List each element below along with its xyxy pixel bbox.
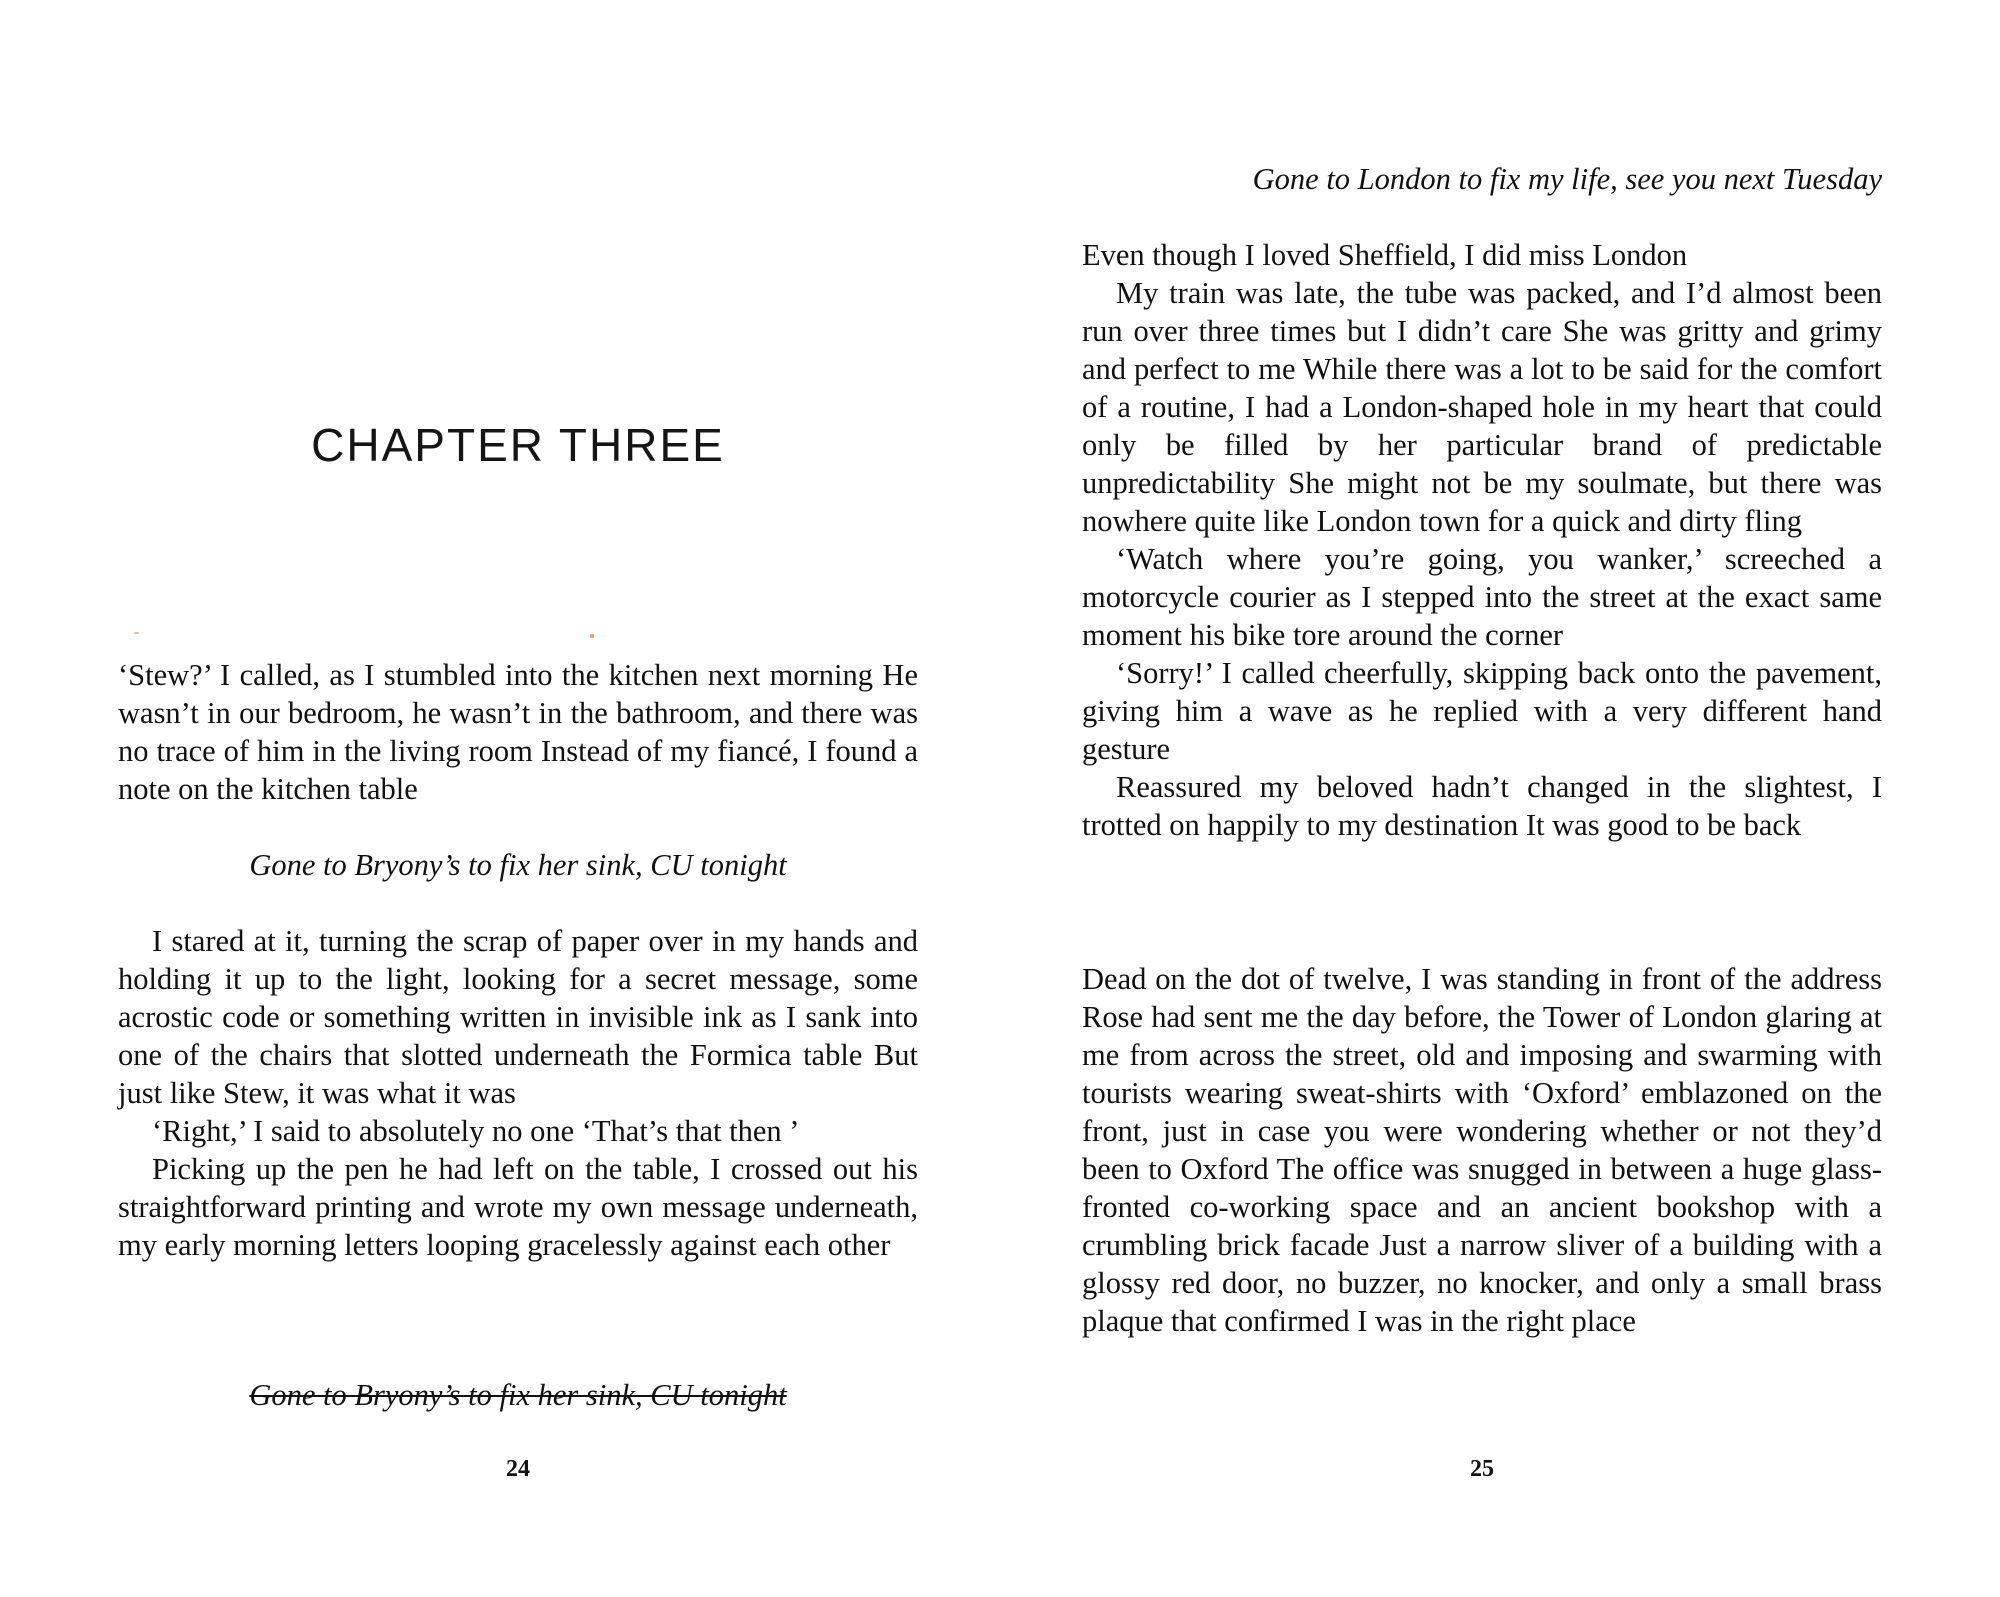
note-original: Gone to Bryony’s to fix her sink, CU tonight [249,848,787,882]
note-reply: Gone to London to fix my life, see you next Tuesday [1252,162,1882,196]
paragraph-right: ‘Right,’ I said to absolutely no one ‘That’s that then ’ [152,1114,800,1148]
note-crossed-out: Gone to Bryony’s to fix her sink, CU tonight [249,1378,787,1412]
paragraph-courier: ‘Watch where you’re going, you wanker,’ screeched a motorcycle courier as I stepped into the street at the exact same moment his bike tore around the corner [1082,542,1882,652]
left-page [118,0,918,1597]
paragraph-miss-london: Even though I loved Sheffield, I did miss London [1082,238,1688,272]
paragraph-opening: ‘Stew?’ I called, as I stumbled into the kitchen next morning He wasn’t in our bedroom, he wasn’t in the bathroom, and there was no trace of him in the living room Instead of my fiancé, I found a note on the kitchen table [118,658,918,806]
right-text-bottom [1082,960,1882,1340]
paragraph-picking-up-pen: Picking up the pen he had left on the table, I crossed out his straightforward printing and wrote my own message underneath, my early morning letters looping gracelessly against each other [118,1152,918,1262]
paragraph-train-late: My train was late, the tube was packed, and I’d almost been run over three times but I didn’t care She was gritty and grimy and perfect to me While there was a lot to be said for the comfort of a routine, I had a London-shaped hole in my heart that could only be filled by her particular brand of predictable unpredictability She might not be my soulmate, but there was nowhere quite like London town for a quick and dirty fling [1082,276,1882,538]
paragraph-dead-on-twelve: Dead on the dot of twelve, I was standing in front of the address Rose had sent me the day before, the Tower of London glaring at me from across the street, old and imposing and swarming with tourists wearing sweat-shirts with ‘Oxford’ emblazoned on the front, just in case you were wondering whether or not they’d been to Oxford The office was snugged in between a huge glass-fronted co-working space and an ancient bookshop with a crumbling brick facade Just a narrow sliver of a building with a glossy red door, no buzzer, no knocker, and only a small brass plaque that confirmed I was in the right place [1082,962,1882,1338]
paragraph-sorry: ‘Sorry!’ I called cheerfully, skipping back onto the pavement, giving him a wave as he replied with a very different hand gesture [1082,656,1882,766]
paragraph-stared: I stared at it, turning the scrap of paper over in my hands and holding it up to the light, looking for a secret message, some acrostic code or something written in invisible ink as I sank into one of the chairs that slotted underneath the Formica table But just like Stew, it was what it was [118,924,918,1110]
left-text-bottom [118,922,918,1264]
right-page [1082,0,1882,1597]
page-number-right: 25 [1470,1456,1494,1482]
right-text-top [1082,236,1882,844]
paper-speck [134,632,139,634]
paper-speck [590,634,594,638]
chapter-title: CHAPTER THREE [311,419,725,471]
paragraph-reassured: Reassured my beloved hadn’t changed in the slightest, I trotted on happily to my destination It was good to be back [1082,770,1882,842]
left-text-top [118,656,918,808]
page-number-left: 24 [506,1456,530,1482]
